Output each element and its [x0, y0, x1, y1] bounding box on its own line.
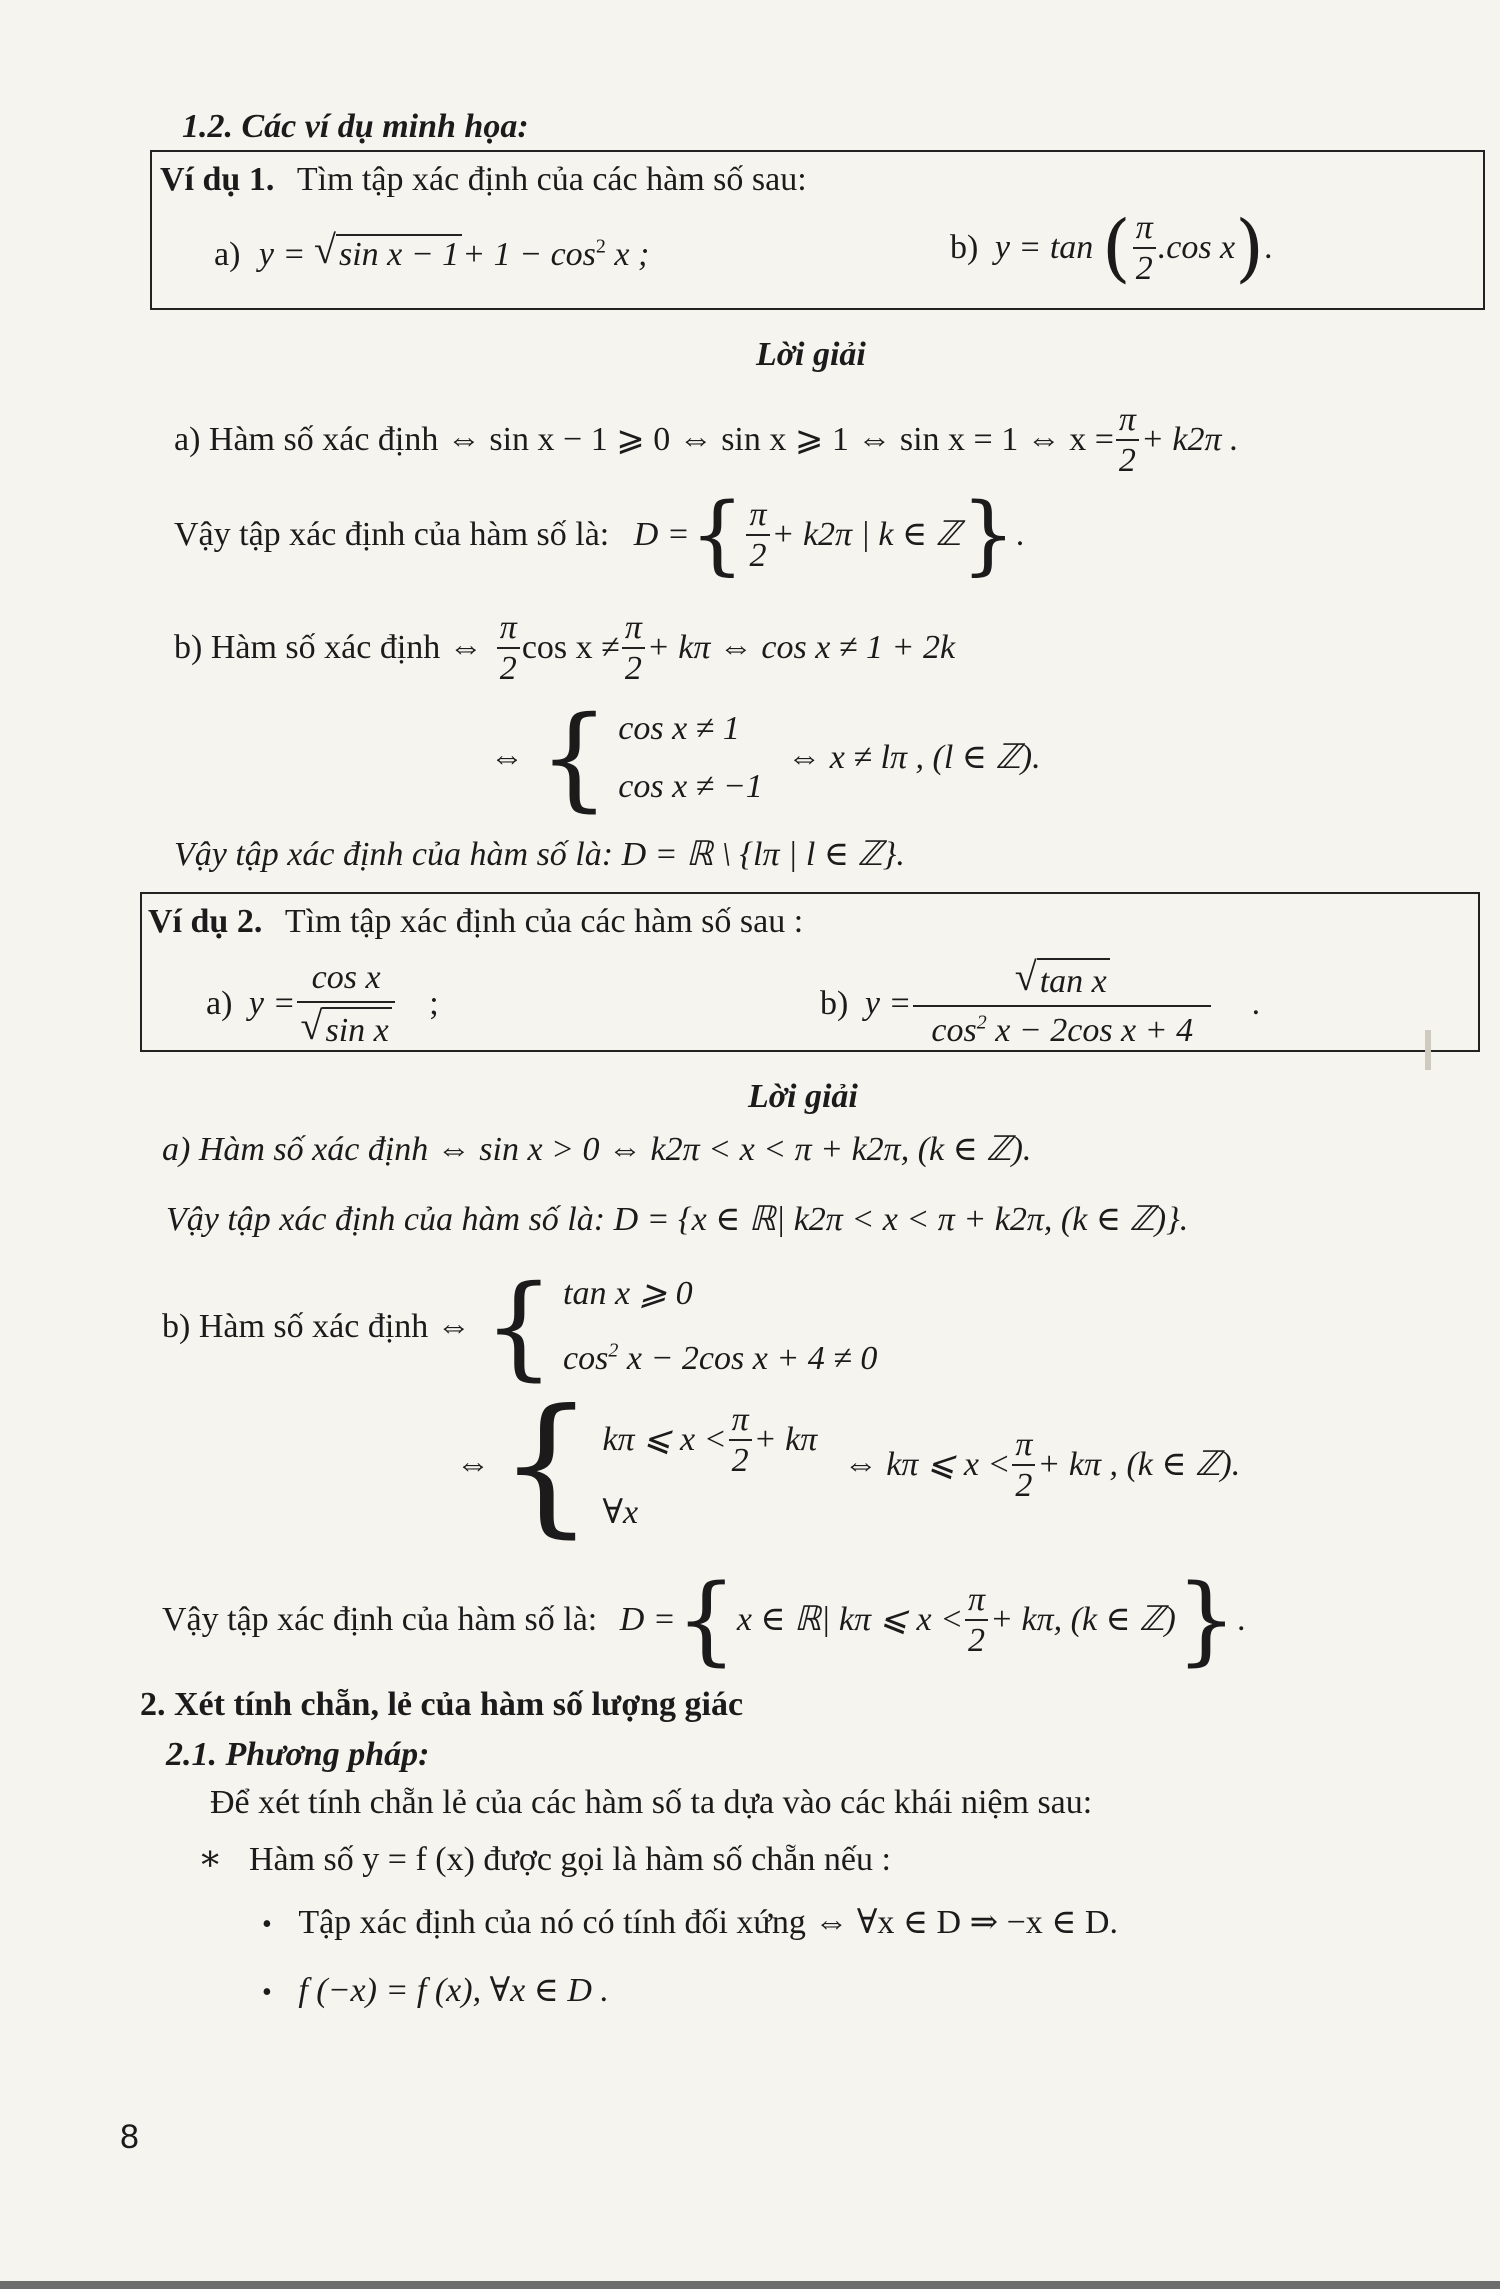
section-heading-2: 2. Xét tính chẵn, lẻ của hàm số lượng giác	[140, 1686, 744, 1723]
bullet-2-text: f (−x) = f (x), ∀x ∈ D .	[298, 1972, 609, 2009]
period: .	[1236, 1601, 1246, 1638]
exponent: 2	[595, 235, 606, 258]
denominator	[913, 1005, 1211, 1050]
sol2-a-line: a) Hàm số xác định ⇔ sin x > 0 ⇔ k2π < x < π + k2π, (k ∈ ℤ).	[162, 1131, 1032, 1168]
denominator: 2	[729, 1439, 752, 1480]
formula-tail: x ;	[614, 236, 650, 273]
scan-artifact	[1425, 1030, 1431, 1070]
sol1-domain-line	[174, 485, 1025, 585]
section-2-bullet-1	[262, 1906, 1118, 1940]
bullet-dot: •	[262, 1977, 272, 2008]
page-number: 8	[120, 2118, 139, 2156]
fraction-pi-2	[622, 608, 645, 688]
system-line-2	[563, 1327, 877, 1392]
solution-label-1: Lời giải	[756, 336, 866, 373]
part-b-label: b)	[950, 229, 979, 267]
denominator: 2	[965, 1619, 988, 1660]
line-a: kπ ⩽ x <	[602, 1421, 727, 1458]
sol1-b-domain: Vậy tập xác định của hàm số là: D = ℝ \ {lπ | l ∈ ℤ}.	[174, 836, 905, 873]
formula-rest: + 1 − cos	[462, 236, 596, 273]
sol2-b-line	[162, 1262, 877, 1391]
fraction-cos-over-sqrt	[297, 958, 394, 1050]
den-rest: x − 2cos x + 4	[995, 1012, 1194, 1050]
sqrt	[314, 234, 462, 272]
domain-eq: D =	[633, 516, 690, 553]
numerator: π	[968, 1580, 986, 1618]
fraction-pi-2	[1116, 400, 1139, 480]
numerator: π	[1118, 401, 1136, 438]
sol1-system	[490, 692, 1041, 823]
system-line-2: cos x ≠ −1	[618, 767, 763, 805]
system-brace: {	[483, 1261, 555, 1392]
example-2-title	[148, 905, 803, 939]
section-2-bullet-2	[262, 1974, 609, 2008]
numerator: π	[731, 1400, 749, 1438]
system-brace: {	[538, 692, 610, 823]
sol2-b-domain	[162, 1564, 1246, 1676]
exponent: 2	[976, 1011, 987, 1034]
close-brace: }	[961, 485, 1016, 585]
sol1-a-end: + k2π .	[1140, 421, 1239, 459]
system-lines	[563, 1262, 877, 1391]
close-paren: )	[1235, 205, 1265, 292]
section-2-star-line	[198, 1840, 891, 1877]
open-brace: {	[675, 1564, 737, 1676]
part-a-label: a)	[214, 236, 241, 273]
cos: cos	[563, 1339, 609, 1377]
domain-b: x ∈ ℝ| kπ ⩽ x <	[736, 1601, 964, 1638]
sol1-b-line	[174, 608, 955, 688]
system-line-1	[602, 1400, 817, 1480]
den-cos: cos	[931, 1012, 977, 1050]
sol2-a-domain: Vậy tập xác định của hàm số là: D = {x ∈ ℝ| k2π < x < π + k2π, (k ∈ ℤ)}.	[166, 1201, 1189, 1238]
result-a: ⇔ kπ ⩽ x <	[843, 1446, 1011, 1483]
example-1-title	[160, 163, 807, 197]
section-2-intro: Để xét tính chẵn lẻ của các hàm số ta dựa vào các khái niệm sau:	[210, 1784, 1093, 1821]
example-2-part-b	[820, 958, 1260, 1050]
fraction-pi-2	[497, 608, 520, 688]
fraction-pi-2	[729, 1400, 752, 1480]
example-2-label: Ví dụ 2.	[148, 903, 263, 940]
star-bullet: ∗	[198, 1838, 223, 1878]
system-brace: {	[498, 1378, 594, 1552]
system-lines	[618, 700, 763, 816]
bullet-1-text: Tập xác định của nó có tính đối xứng ⇔ ∀x ∈ D ⇒ −x ∈ D.	[298, 1904, 1118, 1941]
fraction-pi-2	[1012, 1425, 1035, 1505]
numerator: π	[749, 495, 767, 533]
fraction-tan-over-cos	[913, 958, 1211, 1050]
result-b: + kπ , (k ∈ ℤ).	[1037, 1446, 1241, 1483]
domain-label: Vậy tập xác định của hàm số là:	[162, 1601, 598, 1638]
solution-label-2: Lời giải	[748, 1078, 858, 1115]
line-b: + kπ	[753, 1421, 818, 1458]
numerator: π	[1135, 209, 1153, 246]
denominator: 2	[1116, 439, 1139, 480]
period: .	[1264, 229, 1273, 267]
denominator: 2	[746, 534, 769, 575]
system-lines	[602, 1400, 817, 1530]
fraction-pi-2	[746, 495, 769, 575]
system-line-1: cos x ≠ 1	[618, 710, 740, 747]
system-line-2: ∀x	[602, 1494, 639, 1532]
fraction-pi-2	[965, 1580, 988, 1660]
denominator	[297, 1001, 394, 1050]
part-b-label: b)	[820, 985, 849, 1023]
cos-x: .cos x	[1157, 229, 1236, 267]
numerator: π	[624, 609, 642, 646]
denominator: 2	[497, 647, 520, 688]
sol1-a-line	[174, 400, 1239, 480]
period: .	[1015, 516, 1025, 553]
denominator: 2	[1133, 247, 1156, 288]
exponent: 2	[608, 1339, 619, 1362]
radicand: sin x − 1	[336, 234, 462, 272]
sol1-b-rest: + kπ ⇔ cos x ≠ 1 + 2k	[646, 629, 956, 667]
numerator: π	[499, 609, 517, 646]
radicand: tan x	[1037, 958, 1110, 1001]
denominator: 2	[1012, 1464, 1035, 1505]
domain-label: Vậy tập xác định của hàm số là:	[174, 516, 610, 553]
sol1-b-label: b) Hàm số xác định ⇔	[174, 629, 483, 667]
example-2-prompt: Tìm tập xác định của các hàm số sau :	[284, 903, 804, 940]
star-text: Hàm số y = f (x) được gọi là hàm số chẵn nếu :	[248, 1841, 891, 1878]
formula-y: y =	[248, 985, 296, 1023]
cos-neq: cos x ≠	[521, 629, 620, 667]
sol2-system-result	[844, 1425, 1241, 1505]
equiv-symbol: ⇔	[490, 738, 524, 776]
numerator: π	[1015, 1425, 1033, 1463]
section-heading-2-1: 2.1. Phương pháp:	[166, 1736, 430, 1773]
section-heading-1-2: 1.2. Các ví dụ minh họa:	[182, 108, 529, 145]
formula-y: y =	[864, 985, 912, 1023]
open-paren: (	[1101, 205, 1131, 292]
open-brace: {	[689, 485, 745, 585]
domain-rest: + k2π | k ∈ ℤ	[771, 516, 962, 553]
bullet-dot: •	[262, 1909, 272, 1940]
system-line-1: tan x ⩾ 0	[563, 1275, 693, 1312]
line-rest: x − 2cos x + 4 ≠ 0	[626, 1339, 878, 1377]
example-1-label: Ví dụ 1.	[160, 161, 275, 198]
period: .	[1251, 985, 1261, 1023]
example-1-part-a	[214, 234, 649, 272]
example-2-part-a	[206, 958, 439, 1050]
scan-bottom-edge	[0, 2281, 1500, 2289]
sol2-b-label: b) Hàm số xác định ⇔	[162, 1307, 471, 1345]
radicand: sin x	[322, 1007, 391, 1050]
semicolon: ;	[429, 985, 439, 1023]
sol2-system-2	[456, 1378, 1241, 1552]
numerator: cos x	[311, 959, 381, 996]
fraction-pi-2	[1133, 208, 1156, 288]
numerator	[913, 958, 1211, 1005]
equiv-symbol: ⇔	[456, 1446, 490, 1483]
example-1-prompt: Tìm tập xác định của các hàm số sau:	[296, 161, 807, 198]
formula-y-tan: y = tan	[994, 229, 1094, 267]
domain-c: + kπ, (k ∈ ℤ)	[990, 1601, 1176, 1638]
sol1-a-text: a) Hàm số xác định ⇔ sin x − 1 ⩾ 0 ⇔ sin x ⩾ 1 ⇔ sin x = 1 ⇔ x =	[174, 421, 1114, 459]
denominator: 2	[622, 647, 645, 688]
formula-y: y =	[258, 236, 306, 273]
example-1-part-b	[950, 205, 1273, 292]
part-a-label: a)	[206, 985, 233, 1023]
domain-eq: D =	[619, 1601, 676, 1638]
close-brace: }	[1175, 1564, 1237, 1676]
system-result: ⇔ x ≠ lπ , (l ∈ ℤ).	[787, 738, 1041, 776]
